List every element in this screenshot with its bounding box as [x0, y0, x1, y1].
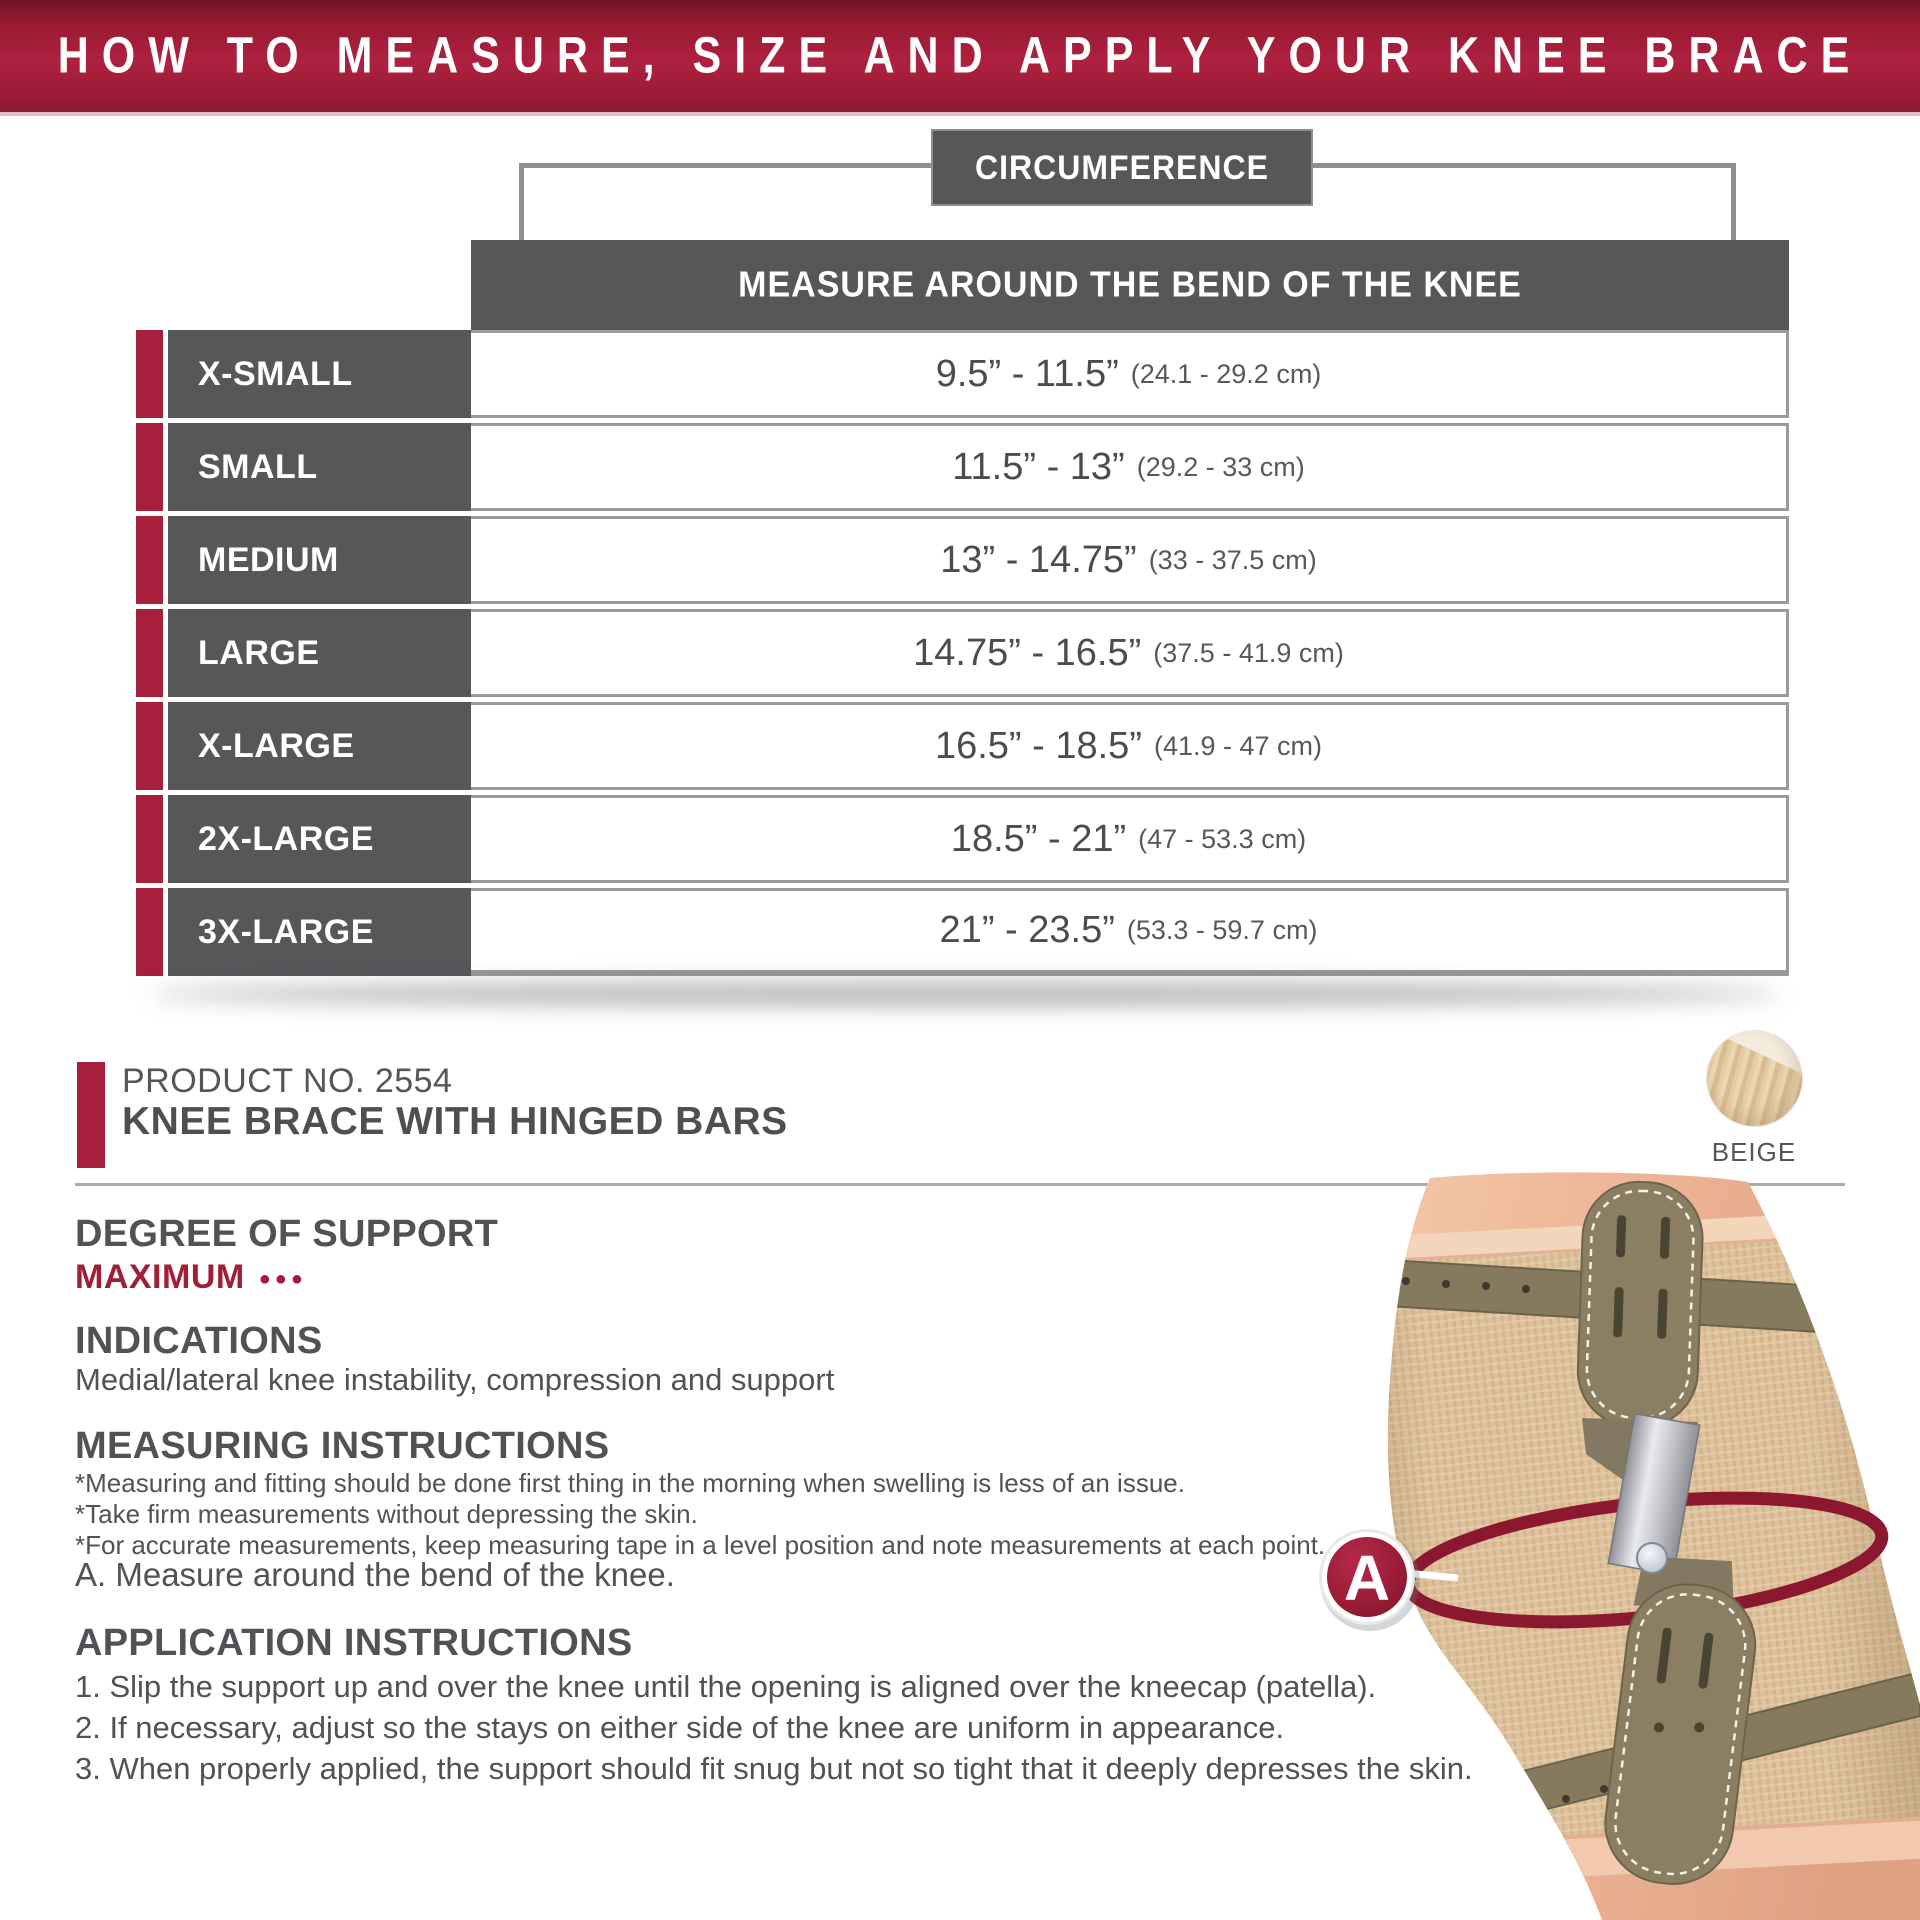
title-banner: [0, 0, 1920, 116]
application-step-line: 1. Slip the support up and over the knee until the opening is aligned over the kneecap (patella).: [75, 1669, 1377, 1704]
range-cm: (47 - 53.3 cm): [1138, 823, 1307, 854]
range-inches: 21” - 23.5”: [939, 909, 1115, 951]
measurement-cell: [471, 795, 1789, 883]
product-number: PRODUCT NO. 2554: [122, 1062, 453, 1100]
measuring-instructions-heading: MEASURING INSTRUCTIONS: [75, 1425, 610, 1467]
support-level-row: [75, 1258, 307, 1297]
measurement-cell: [471, 702, 1789, 790]
range-cm: (33 - 37.5 cm): [1148, 544, 1317, 575]
circumference-header-box: [931, 129, 1313, 206]
measurement-cell: [471, 516, 1789, 604]
range-inches: 11.5” - 13”: [952, 445, 1125, 488]
table-row: [136, 516, 1789, 604]
range-cm: (24.1 - 29.2 cm): [1130, 358, 1322, 389]
table-row: [136, 330, 1789, 418]
marker-a-label: A: [1343, 1542, 1391, 1614]
row-accent-bar: [136, 702, 163, 790]
row-accent-bar: [136, 609, 163, 697]
strap-buckle: [1326, 1263, 1342, 1305]
table-shadow: [150, 982, 1780, 1006]
range-inches: 13” - 14.75”: [940, 538, 1137, 581]
bracket-line-left: [519, 163, 931, 168]
row-accent-bar: [136, 423, 163, 511]
row-accent-bar: [136, 795, 163, 883]
application-step-line: 2. If necessary, adjust so the stays on either side of the knee are uniform in appearance.: [75, 1710, 1285, 1745]
measuring-note-line: *Take firm measurements without depressing the skin.: [75, 1499, 698, 1529]
size-table: [136, 330, 1789, 981]
hinge-screw: [1637, 1543, 1667, 1573]
measure-column-header: [471, 240, 1789, 330]
bracket-line-right-vertical: [1731, 163, 1736, 240]
size-label: X-SMALL: [168, 330, 471, 418]
application-step-line: 3. When properly applied, the support should fit snug but not so tight that it deeply depresses the skin.: [75, 1751, 1473, 1786]
indications-heading: INDICATIONS: [75, 1320, 323, 1362]
support-level-value: MAXIMUM: [75, 1258, 245, 1296]
row-accent-bar: [136, 888, 163, 976]
measure-column-label: MEASURE AROUND THE BEND OF THE KNEE: [738, 264, 1522, 305]
product-accent-bar: [77, 1062, 105, 1168]
size-label: MEDIUM: [168, 516, 471, 604]
bracket-line-left-vertical: [519, 163, 524, 240]
measuring-point-a: A. Measure around the bend of the knee.: [75, 1556, 675, 1593]
size-label: X-LARGE: [168, 702, 471, 790]
table-row: [136, 423, 1789, 511]
support-level-dots: ●●●: [258, 1268, 307, 1290]
size-label: 3X-LARGE: [168, 888, 471, 976]
banner-title: HOW TO MEASURE, SIZE AND APPLY YOUR KNEE BRACE: [57, 27, 1863, 84]
degree-of-support-heading: DEGREE OF SUPPORT: [75, 1213, 499, 1255]
measuring-note-line: *Measuring and fitting should be done first thing in the morning when swelling is less of an issue.: [75, 1468, 1185, 1498]
table-row: [136, 702, 1789, 790]
measuring-note-line: *For accurate measurements, keep measuring tape in a level position and note measurements at each point.: [75, 1530, 1326, 1560]
table-row: [136, 888, 1789, 976]
range-inches: 18.5” - 21”: [950, 817, 1127, 860]
row-accent-bar: [136, 516, 163, 604]
measurement-cell: [471, 330, 1789, 418]
size-label: LARGE: [168, 609, 471, 697]
knee-brace-photo: [1280, 1160, 1920, 1920]
product-name: KNEE BRACE WITH HINGED BARS: [122, 1100, 788, 1143]
size-label: SMALL: [168, 423, 471, 511]
range-cm: (37.5 - 41.9 cm): [1153, 637, 1344, 668]
row-accent-bar: [136, 330, 163, 418]
range-cm: (41.9 - 47 cm): [1153, 730, 1323, 761]
circumference-label: CIRCUMFERENCE: [975, 147, 1269, 187]
measurement-cell: [471, 423, 1789, 511]
bracket-line-right: [1313, 163, 1736, 168]
fabric-swatch-image: [1707, 1031, 1802, 1126]
range-inches: 9.5” - 11.5”: [935, 352, 1119, 395]
measurement-cell: [471, 609, 1789, 697]
swatch-label: BEIGE: [1711, 1137, 1797, 1167]
application-steps: [75, 1666, 1473, 1789]
indications-body: Medial/lateral knee instability, compression and support: [75, 1362, 835, 1397]
size-label: 2X-LARGE: [168, 795, 471, 883]
measuring-notes: [75, 1468, 1325, 1561]
range-cm: (53.3 - 59.7 cm): [1126, 915, 1318, 945]
table-row: [136, 609, 1789, 697]
table-row: [136, 795, 1789, 883]
application-instructions-heading: APPLICATION INSTRUCTIONS: [75, 1622, 633, 1664]
range-inches: 16.5” - 18.5”: [934, 724, 1142, 767]
measurement-cell: [471, 888, 1789, 976]
range-inches: 14.75” - 16.5”: [913, 631, 1142, 674]
range-cm: (29.2 - 33 cm): [1136, 451, 1305, 482]
